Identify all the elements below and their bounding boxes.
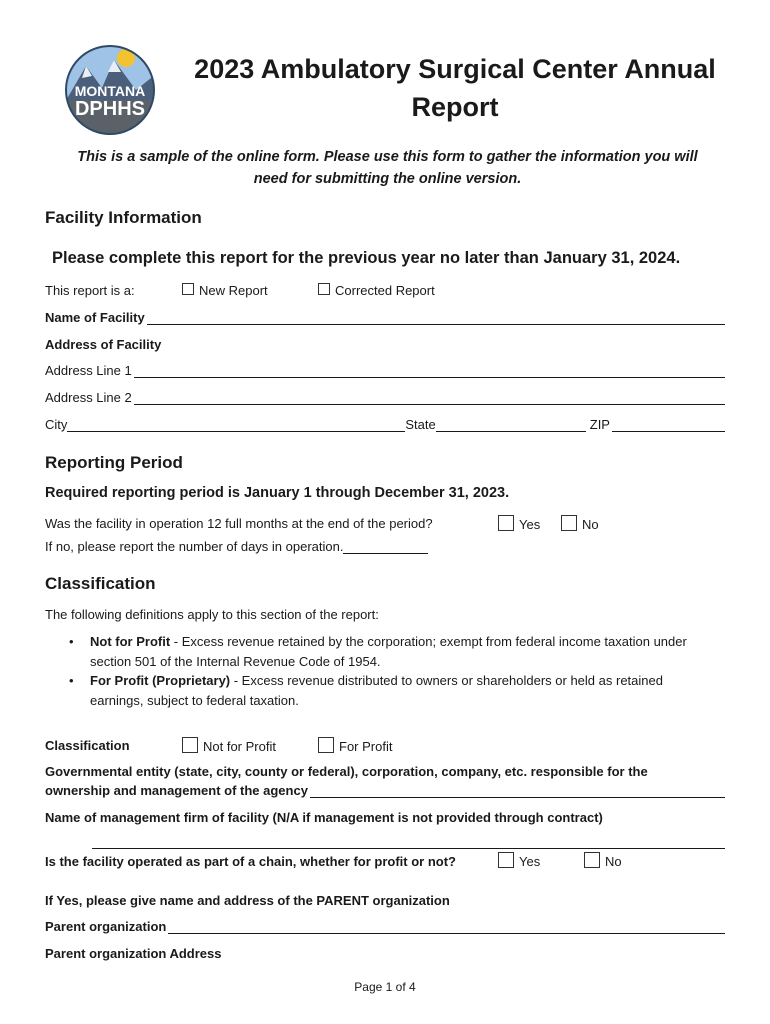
not-for-profit-option[interactable] [182, 737, 276, 754]
title-line-2: Report [411, 92, 499, 122]
zip-label: ZIP [589, 417, 610, 432]
address-line1-label: Address Line 1 [45, 363, 132, 378]
new-report-label: New Report [199, 283, 268, 298]
days-field[interactable] [343, 539, 428, 554]
operation-no-option[interactable] [561, 515, 599, 532]
definition-text-cont: section 501 of the Internal Revenue Code of 1954. [90, 653, 381, 669]
deadline-notice: Please complete this report for the previous year no later than January 31, 2024. [52, 249, 681, 267]
corrected-report-option[interactable] [318, 283, 435, 298]
chain-yes-option[interactable] [498, 852, 540, 869]
days-row [45, 539, 428, 554]
logo-text-dphhs: DPHHS [74, 98, 146, 120]
address-line1-field[interactable] [134, 363, 725, 378]
operation-yes-label: Yes [519, 517, 541, 532]
governmental-entity-row [45, 783, 725, 798]
state-label: State [405, 417, 436, 432]
city-state-zip-row [45, 417, 725, 432]
chain-question: Is the facility operated as part of a chain, whether for profit or not? [45, 854, 456, 869]
management-firm-label: Name of management firm of facility (N/A if management is not provided through contract) [45, 810, 603, 825]
chain-no-option[interactable] [584, 852, 622, 869]
definition-text-cont: earnings, subject to federal taxation. [90, 692, 299, 708]
bullet-dot: • [69, 634, 74, 649]
address-heading: Address of Facility [45, 337, 162, 352]
operation-yes-option[interactable] [498, 515, 540, 532]
logo-text-montana: MONTANA [74, 83, 146, 99]
address-line2-label: Address Line 2 [45, 390, 132, 405]
governmental-entity-field[interactable] [310, 783, 725, 798]
chain-yes-label: Yes [519, 854, 541, 869]
form-subtitle [45, 146, 730, 190]
definition-text: - Excess revenue distributed to owners or shareholders or held as retained [230, 673, 663, 688]
parent-org-row [45, 919, 725, 934]
dphhs-logo [64, 44, 156, 136]
facility-name-label: Name of Facility [45, 310, 145, 325]
definition-text: - Excess revenue retained by the corporation; exempt from federal income taxation under [170, 634, 687, 649]
days-label: If no, please report the number of days in operation. [45, 539, 344, 554]
for-profit-checkbox[interactable] [318, 737, 334, 753]
facility-name-field[interactable] [147, 310, 725, 325]
city-field[interactable] [67, 417, 405, 432]
operation-no-label: No [582, 517, 599, 532]
corrected-report-checkbox[interactable] [318, 283, 330, 295]
page-title [175, 50, 735, 126]
facility-name-row [45, 310, 725, 325]
governmental-entity-line2: ownership and management of the agency [45, 783, 308, 798]
report-type-label: This report is a: [45, 283, 135, 298]
state-field[interactable] [436, 417, 586, 432]
operation-question: Was the facility in operation 12 full months at the end of the period? [45, 516, 433, 531]
city-label: City [45, 417, 68, 432]
address-line2-row [45, 390, 725, 405]
governmental-entity-line1: Governmental entity (state, city, county or federal), corporation, company, etc. responsible for the [45, 764, 648, 779]
required-period: Required reporting period is January 1 through December 31, 2023. [45, 485, 510, 501]
not-for-profit-checkbox[interactable] [182, 737, 198, 753]
operation-no-checkbox[interactable] [561, 515, 577, 531]
for-profit-label: For Profit [339, 739, 393, 754]
operation-yes-checkbox[interactable] [498, 515, 514, 531]
facility-heading: Facility Information [45, 208, 202, 227]
parent-org-label: Parent organization [45, 919, 167, 934]
subtitle-line-2: need for submitting the online version. [253, 171, 522, 187]
chain-yes-checkbox[interactable] [498, 852, 514, 868]
chain-no-label: No [605, 854, 622, 869]
classification-heading: Classification [45, 574, 156, 593]
reporting-heading: Reporting Period [45, 453, 183, 472]
address-line2-field[interactable] [134, 390, 725, 405]
parent-org-field[interactable] [168, 919, 725, 934]
subtitle-line-1: This is a sample of the online form. Please use this form to gather the information you will [77, 149, 698, 165]
definition-term: Not for Profit [90, 634, 171, 649]
title-line-1: 2023 Ambulatory Surgical Center Annual [194, 54, 716, 84]
definition-item [45, 632, 735, 671]
new-report-checkbox[interactable] [182, 283, 194, 295]
definition-item [45, 671, 735, 710]
page-number: Page 1 of 4 [354, 980, 416, 994]
classification-intro: The following definitions apply to this section of the report: [45, 607, 379, 622]
parent-org-heading: If Yes, please give name and address of the PARENT organization [45, 893, 450, 908]
zip-field[interactable] [612, 417, 725, 432]
bullet-dot: • [69, 673, 74, 688]
chain-no-checkbox[interactable] [584, 852, 600, 868]
not-for-profit-label: Not for Profit [203, 739, 276, 754]
classification-label: Classification [45, 738, 130, 753]
definition-term: For Profit (Proprietary) [90, 673, 231, 688]
definition-list [45, 632, 735, 710]
parent-address-label: Parent organization Address [45, 946, 222, 961]
corrected-report-label: Corrected Report [335, 283, 435, 298]
new-report-option[interactable] [182, 283, 268, 298]
for-profit-option[interactable] [318, 737, 392, 754]
address-line1-row [45, 363, 725, 378]
management-firm-field[interactable] [92, 834, 725, 849]
